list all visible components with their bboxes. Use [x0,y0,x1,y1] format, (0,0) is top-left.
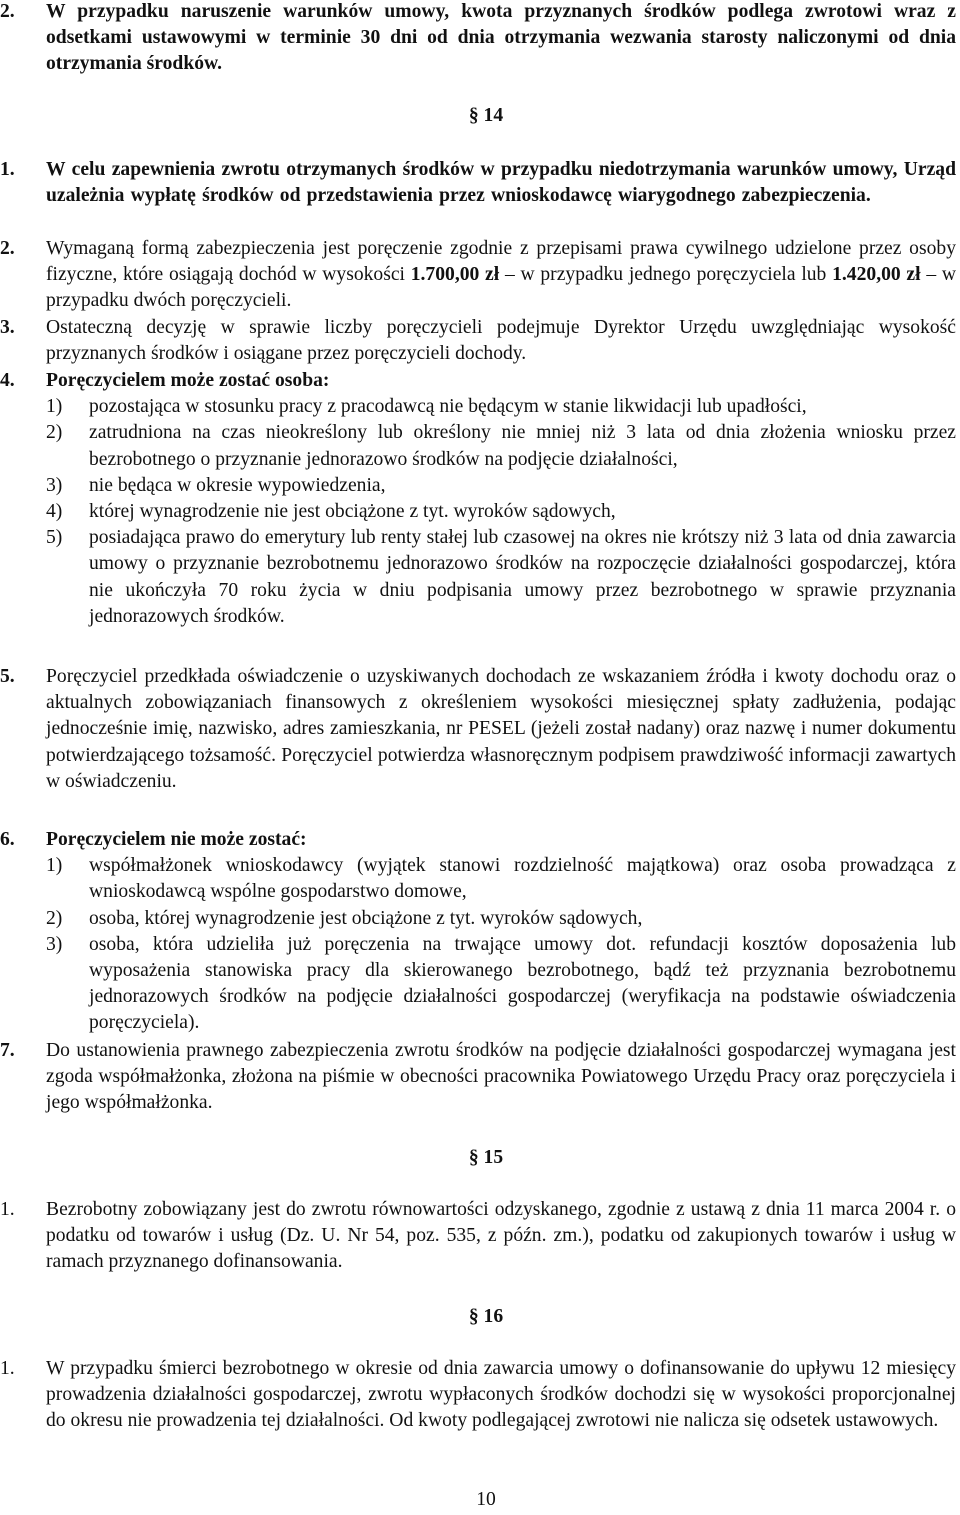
list-item-text: zatrudniona na czas nieokreślony lub określony nie mniej niż 3 lata od dnia złożenia wniosku przez bezrobotnego o przyznanie jednorazowo środków na podjęcie działalności, [89,422,956,470]
list-item [46,932,956,1037]
list-lead: Poręczycielem nie może zostać: [46,829,307,850]
list-item-text: której wynagrodzenie nie jest obciążone z tyt. wyroków sądowych, [89,501,616,523]
paragraph-14-5 [0,664,956,795]
paragraph-number: 3. [0,317,15,338]
list-item-number: 1) [46,855,63,877]
amount-two-guarantors: 1.420,00 zł [832,264,921,286]
paragraph-number: 2. [0,1,15,22]
paragraph-number: 5. [0,666,15,687]
section-heading-16: § 16 [468,1306,504,1327]
paragraph-number: 1. [0,1199,15,1220]
paragraph-14-7 [0,1038,956,1117]
list-item [46,906,956,932]
list-item [46,420,956,472]
list-item [46,499,956,525]
paragraph-text: W przypadku śmierci bezrobotnego w okresie od dnia zawarcia umowy o dofinansowanie do upływu 12 miesięcy prowadzenia działalności gospodarczej, zwrotu wypłaconych środków dochodzi się w wysokości proporcjonalnej do okresu nie prowadzenia tej działalności. Od kwoty podlegającej zwrotowi nie nalicza się odsetek ustawowych. [46,1358,956,1432]
text-part: – w przypadku jednego poręczyciela lub [499,264,833,286]
text-part: – w przypadku dwóch poręczycieli. [46,264,957,312]
list-item [46,394,956,420]
paragraph-14-4 [0,368,956,630]
list-item-text: posiadająca prawo do emerytury lub renty stałej lub czasowej na okres nie krótszy niż 3 lata od dnia zawarcia umowy o przyznanie bezrobotnemu jednorazowo środków na rozpoczęcie działalności gospodarczej, która nie ukończyła 70 roku życia w dniu podpisania umowy przez bezrobotnego w sprawie przyznania jednorazowych środków. [89,527,956,627]
paragraph-number: 1. [0,1358,15,1379]
list-item-text: osoba, która udzieliła już poręczenia na trwające umowy dot. refundacji kosztów doposażenia lub wyposażenia stanowiska pracy dla skierowanego bezrobotnego, bądź też przyznania bezrobotnemu jednorazowych środków na podjęcie działalności gospodarczej (weryfikacja na podstawie oświadczenia poręczyciela). [89,933,956,1034]
list-item [46,853,956,905]
section-heading-14: § 14 [468,105,504,126]
paragraph-number: 2. [0,238,15,259]
list-item-number: 3) [46,933,63,955]
list-lead: Poręczycielem może zostać osoba: [46,370,330,391]
list-item-number: 2) [46,907,63,929]
paragraph-text: W celu zapewnienia zwrotu otrzymanych środków w przypadku niedotrzymania warunków umowy, Urząd uzależnia wypłatę środków od przedstawienia przez wnioskodawcę wiarygodnego zabezpieczenia. [46,159,956,207]
paragraph-number: 4. [0,370,15,391]
text-part: Wymaganą formą zabezpieczenia jest poręczenie zgodnie z przepisami prawa cywilnego udzielone przez osoby fizyczne, które osiągają dochód w wysokości [46,238,956,286]
paragraph-number: 6. [0,829,15,850]
paragraph-14-1 [0,157,956,209]
paragraph-number: 7. [0,1040,15,1061]
paragraph-number: 1. [0,159,15,180]
paragraph-14-3 [0,315,956,367]
amount-one-guarantor: 1.700,00 zł [410,264,500,286]
list-item-text: nie będąca w okresie wypowiedzenia, [89,474,386,496]
list-item-text: osoba, której wynagrodzenie jest obciążone z tyt. wyroków sądowych, [89,907,643,929]
list-item-text: pozostająca w stosunku pracy z pracodawcą nie będącym w stanie likwidacji lub upadłości, [89,396,807,418]
list-item-number: 2) [46,422,63,444]
paragraph-text: Poręczyciel przedkłada oświadczenie o uzyskiwanych dochodach ze wskazaniem źródła i kwoty dochodu oraz o aktualnych zobowiązaniach finansowych z określeniem wysokości miesięcznej spłaty zadłużenia, podając jednocześnie imię, nazwisko, adres zamieszkania, nr PESEL (jeżeli został nadany) oraz nazwę i numer dokumentu potwierdzającego tożsamość. Poręczyciel potwierdza własnoręcznym podpisem prawdziwość informacji zawartych w oświadczeniu. [46,666,956,792]
list-item [46,473,956,499]
paragraph-text: Bezrobotny zobowiązany jest do zwrotu równowartości odzyskanego, zgodnie z ustawą z dnia 11 marca 2004 r. o podatku od towarów i usług (Dz. U. Nr 54, poz. 535, z późn. zm.), podatku od zakupionych towarów i usług w ramach przyznanego dofinansowania. [46,1199,956,1273]
paragraph-16-1 [0,1356,956,1435]
paragraph-text: Ostateczną decyzję w sprawie liczby poręczycieli podejmuje Dyrektor Urzędu uwzględniając wysokość przyznanych środków i osiągane przez poręczycieli dochody. [46,317,956,365]
list-item-number: 3) [46,474,63,496]
paragraph-13-2 [0,0,956,78]
section-heading-15: § 15 [468,1147,504,1168]
page-number: 10 [476,1489,496,1510]
paragraph-text: Do ustanowienia prawnego zabezpieczenia zwrotu środków na podjęcie działalności gospodarczej wymagana jest zgoda współmałżonka, złożona na piśmie w obecności pracownika Powiatowego Urzędu Pracy oraz poręczyciela i jego współmałżonka. [46,1040,956,1114]
list-item-number: 1) [46,396,63,418]
paragraph-text: W przypadku naruszenie warunków umowy, kwota przyznanych środków podlega zwrotowi wraz z odsetkami ustawowymi w terminie 30 dni od dnia otrzymania wezwania starosty naliczonymi od dnia otrzymania środków. [46,1,956,75]
paragraph-14-2 [0,236,956,315]
paragraph-15-1 [0,1197,956,1276]
list-item-number: 5) [46,527,63,549]
list-item [46,525,956,630]
paragraph-text [46,236,956,315]
list-item-number: 4) [46,501,63,523]
list-item-text: współmałżonek wnioskodawcy (wyjątek stanowi rozdzielność majątkowa) oraz osoba prowadząca z wnioskodawcą wspólne gospodarstwo domowe, [89,855,956,903]
paragraph-14-6 [0,827,956,1037]
